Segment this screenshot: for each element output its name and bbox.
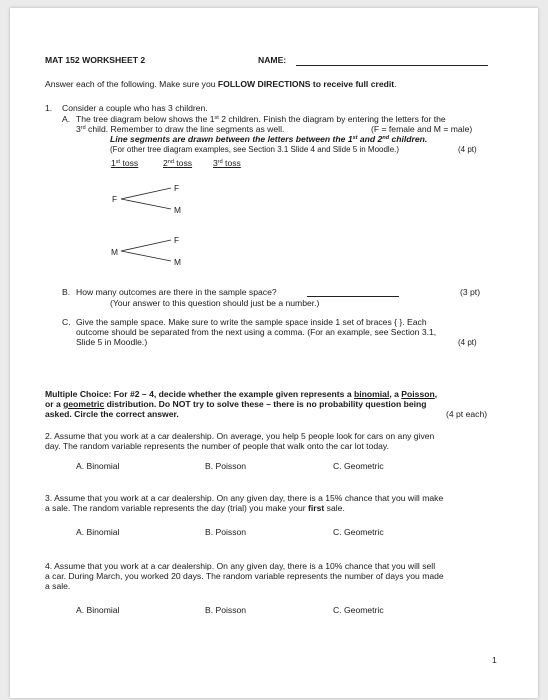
- name-label: NAME:: [258, 55, 287, 65]
- q1a-emph-text: Line segments are drawn between the letters between the 1: [110, 134, 353, 144]
- tree-node-first-m: M: [111, 247, 118, 257]
- q4-line3: a sale.: [45, 581, 71, 591]
- q1a-emph-mid: and 2: [357, 134, 383, 144]
- tree-node-m-f: F: [174, 235, 180, 245]
- q2-choice-a[interactable]: A. Binomial: [76, 461, 120, 471]
- q1a-emph-post: children.: [389, 134, 428, 144]
- q1c-line1: Give the sample space. Make sure to write the sample space inside 1 set of braces { }. Each: [76, 317, 427, 327]
- q1a-line1-text: The tree diagram below shows the 1: [76, 114, 215, 124]
- tree-header-third-num: 3: [213, 158, 218, 168]
- q1a-points: (4 pt): [458, 145, 477, 154]
- mc-comma: , a: [389, 389, 402, 399]
- q1c-line3: Slide 5 in Moodle.): [76, 337, 148, 347]
- q1a-note: (For other tree diagram examples, see Section 3.1 Slide 4 and Slide 5 in Moodle.): [110, 145, 400, 154]
- q3-line1: 3. Assume that you work at a car dealership. On any given day, there is a 15% chance that you will make: [45, 493, 444, 503]
- tree-node-first-f: F: [112, 194, 118, 204]
- tree-header-first-word: toss: [120, 158, 139, 168]
- q3-after-bold: sale.: [324, 503, 345, 513]
- q3-line2-text: a sale. The random variable represents the day (trial) you make your: [45, 503, 309, 513]
- q1c-line2: outcome should be separated from the next using a comma. (For an example, see Section 3.1,: [76, 327, 437, 337]
- tree-header-third-word: toss: [222, 158, 241, 168]
- q2-choice-c[interactable]: C. Geometric: [333, 461, 384, 471]
- q1b-question: How many outcomes are there in the sample space?: [76, 287, 277, 297]
- tree-header-second-word: toss: [173, 158, 193, 168]
- q1-text: Consider a couple who has 3 children.: [62, 103, 208, 113]
- q2-line1: 2. Assume that you work at a car dealership. On average, you help 5 people look for cars on any given: [45, 431, 435, 441]
- mc-geometric: geometric: [63, 399, 105, 409]
- q1a-emph-sup1: st: [352, 135, 358, 141]
- tree-node-f-m: M: [174, 205, 181, 215]
- q1a-line2-sup: rd: [80, 125, 86, 131]
- instructions-text: Answer each of the following. Make sure you: [45, 79, 218, 89]
- q1-number: 1.: [45, 103, 53, 113]
- instructions-bold: FOLLOW DIRECTIONS to receive full credit: [217, 79, 395, 89]
- tree-header-second-num: 2: [163, 158, 168, 168]
- mc-instructions-line3: asked. Circle the correct answer.: [45, 409, 179, 419]
- q3-bold-word: first: [308, 503, 325, 513]
- q4-line2: a car. During March, you worked 20 days. The random variable represents the number of days you made: [45, 571, 444, 581]
- mc-poisson: Poisson: [401, 389, 435, 399]
- q4-choice-c[interactable]: C. Geometric: [333, 605, 384, 615]
- q1a-line1-sup: st: [214, 115, 219, 121]
- q3-choice-a[interactable]: A. Binomial: [76, 527, 120, 537]
- mc-line2-post: distribution. Do NOT try to solve these – there is no probability question being: [104, 399, 427, 409]
- q1a-letter: A.: [62, 114, 71, 124]
- q1c-letter: C.: [62, 317, 71, 327]
- q3-line2: [45, 503, 345, 514]
- mc-line2-pre: or a: [45, 399, 64, 409]
- q4-line1: 4. Assume that you work at a car dealership. On any given day, there is a 10% chance that you will sell: [45, 561, 436, 571]
- q1b-points: (3 pt): [460, 287, 481, 297]
- q1a-emph-sup2: nd: [382, 135, 390, 141]
- q1a-line2-post: child. Remember to draw the line segments as well.: [85, 124, 285, 134]
- q2-line2: day. The random variable represents the number of people that walk onto the car lot today.: [45, 441, 389, 451]
- tree-branch-f-f: [121, 188, 171, 199]
- q1b-answer-blank[interactable]: [307, 296, 399, 297]
- q2-choice-b[interactable]: B. Poisson: [205, 461, 247, 471]
- q1b-note: (Your answer to this question should just be a number.): [110, 298, 320, 308]
- q1a-line1-post: 2 children. Finish the diagram by entering the letters for the: [218, 114, 446, 124]
- tree-header-first-sup: st: [115, 159, 121, 165]
- instructions-suffix: .: [394, 79, 397, 89]
- tree-diagram: [10, 8, 538, 308]
- tree-node-m-m: M: [174, 257, 181, 267]
- q1b-letter: B.: [62, 287, 71, 297]
- mc-line1-text: Multiple Choice: For #2 – 4, decide whether the example given represents a: [45, 389, 354, 399]
- tree-header-second-sup: nd: [167, 159, 174, 165]
- mc-line1-end: ,: [434, 389, 438, 399]
- tree-header-third-sup: rd: [217, 159, 223, 165]
- q1a-line2-text: 3: [76, 124, 81, 134]
- mc-binomial: binomial: [354, 389, 390, 399]
- q3-choice-b[interactable]: B. Poisson: [205, 527, 247, 537]
- q4-choice-a[interactable]: A. Binomial: [76, 605, 120, 615]
- mc-points: (4 pt each): [446, 409, 488, 419]
- page-number: 1: [492, 655, 497, 665]
- worksheet-title: MAT 152 WORKSHEET 2: [45, 55, 146, 65]
- tree-branch-f-m: [121, 199, 171, 209]
- q1c-points: (4 pt): [458, 338, 477, 347]
- q4-choice-b[interactable]: B. Poisson: [205, 605, 247, 615]
- tree-branch-m-m: [121, 251, 171, 261]
- tree-branch-m-f: [121, 240, 171, 251]
- tree-header-first-num: 1: [111, 158, 116, 168]
- tree-node-f-f: F: [174, 183, 180, 193]
- q1a-legend: (F = female and M = male): [371, 124, 473, 134]
- q3-choice-c[interactable]: C. Geometric: [333, 527, 384, 537]
- worksheet-page: [10, 8, 538, 698]
